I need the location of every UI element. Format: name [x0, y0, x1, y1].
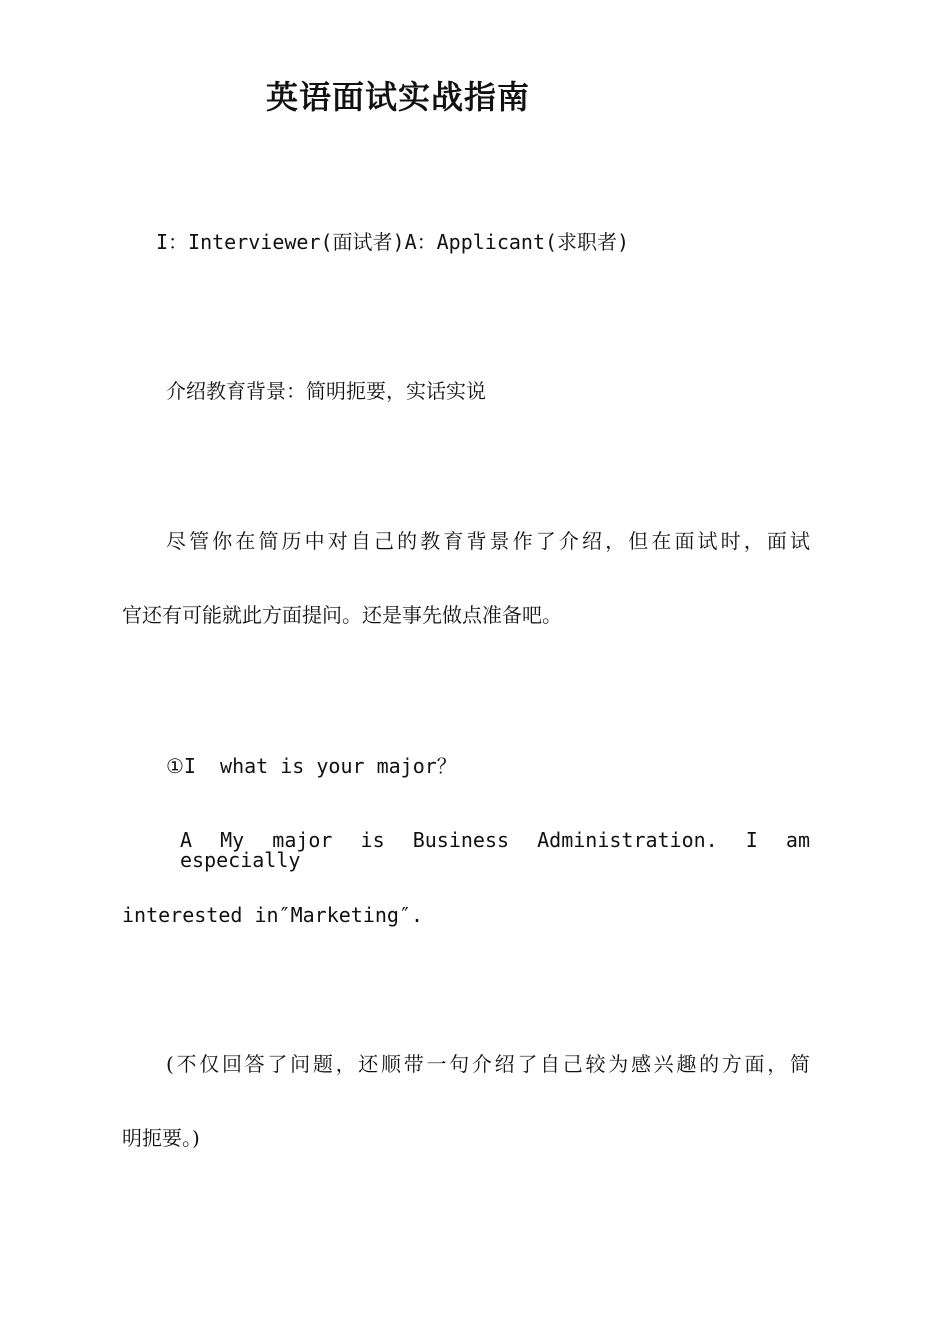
answer-line: interested in″Marketing″.: [122, 903, 424, 927]
question-text: ①I what is your major？: [166, 754, 457, 778]
section-heading: 介绍教育背景：简明扼要，实话实说: [166, 379, 486, 403]
note-line: 明扼要。): [122, 1126, 200, 1150]
note-line: (不仅回答了问题，还顺带一句介绍了自己较为感兴趣的方面，简: [166, 1052, 810, 1076]
paragraph-line: 官还有可能就此方面提问。还是事先做点准备吧。: [122, 603, 562, 627]
answer-line: A My major is Business Administration. I am especially: [180, 828, 810, 872]
paragraph-line: 尽管你在简历中对自己的教育背景作了介绍，但在面试时，面试: [166, 529, 810, 553]
roles-line: I：Interviewer(面试者)A：Applicant(求职者): [156, 230, 630, 254]
page-title: 英语面试实战指南: [266, 78, 531, 116]
